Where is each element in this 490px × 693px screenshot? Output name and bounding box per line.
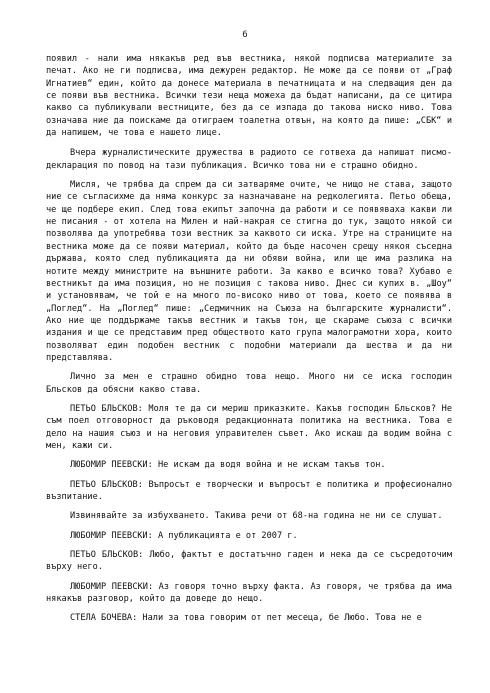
speaker-paragraph: ПЕТЬО БЛЬСКОВ: Моля те да си мериш приказките. Какъв господин Бльсков? Не съм поел отговорност да ръководя редакционната политика на вестника. Това е дело на нашия съюз и на неговия управителен съвет. Ако искаш да водим война с мен, кажи си. (46, 403, 452, 451)
speaker-paragraph: ПЕТЬО БЛЬСКОВ: Любо, фактът е достатъчно гаден и нека да се съсредоточим върху него. (46, 550, 452, 573)
paragraph: Вчера журналистическите дружества в радиото се готвеха да напишат писмо-декларация по повод на тази публикация. Всичко това ни е страшно обидно. (46, 148, 452, 171)
speaker-paragraph: ЛЮБОМИР ПЕЕВСКИ: А публикацията е от 2007 г. (70, 530, 298, 541)
speaker-paragraph: СТЕЛА БОЧЕВА: Нали за това говорим от пет месеца, бе Любо. Това не е (70, 613, 422, 624)
page-number: 6 (242, 30, 248, 40)
paragraph-continued: появил - нали има някакъв ред във вестника, някой подписва материалите за печат. Ако не ги подписва, има дежурен редактор. Не може да се появи от „Граф Игнатиев“ един, който да донесе материала в печатницата и на следващия ден да се появи във вестника. Всички тези неща можеха да бъдат написани, да се цитира какво са публикували вестниците, без да се изпада до такова ниско ниво. Това означава ние да поискаме да отиграем тоалетна отвън, на която да пише: „СБК“ и да напишем, че това е нашето лице. (46, 54, 452, 139)
speaker-paragraph: ЛЮБОМИР ПЕЕВСКИ: Не искам да водя война и не искам такъв тон. (70, 460, 386, 471)
speaker-paragraph: ЛЮБОМИР ПЕЕВСКИ: Аз говоря точно върху факта. Аз говоря, че трябва да има някакъв разговор, който да доведе до нещо. (46, 581, 452, 605)
speaker-paragraph: ПЕТЬО БЛЬСКОВ: Въпросът е творчески и въпросът е политика и професионално възпитание. (46, 479, 452, 502)
paragraph: Мисля, че трябва да спрем да си затваряме очите, че нищо не става, защото ние се съгласихме да няма конкурс за назначаване на редколегията. Петьо обеща, че ще подбере екип. След това екипът започна да работи и се появяваха какви ли не писания - от хотела на Милен и най-накрая се стигна до тук, защото някой си позволява да употребява този вестник за каквото си иска. Утре на страниците на вестника може да се появи материал, който да бъде насочен срещу някоя съседна държава, която след публикацията да ни обяви война, или ще има разлика на нотите между министрите на външните работи. За какво е всичко това? Хубаво е вестникът да има позиция, но не позиция с такова ниво. Днес си купих в. „Шоу“ и установявам, че той е на много по-високо ниво от това, което се появява в „Поглед“. На „Поглед“ пише: „Седмичник на Съюза на българските журналисти“. Ако ние ще поддържаме такъв вестник и такъв тон, ще скараме съюза с всички издания и ще се представим пред обществото като група малограмотни хора, които позволяват един подобен вестник с подобни материали да шества и да ни представлява. (46, 180, 452, 363)
document-body (46, 53, 452, 632)
paragraph: Лично за мен е страшно обидно това нещо. Много ни се иска господин Бльсков да обясни какво става. (46, 372, 452, 395)
paragraph: Извинявайте за избухването. Такива речи от 68-на година не ни се слушат. (70, 511, 443, 522)
